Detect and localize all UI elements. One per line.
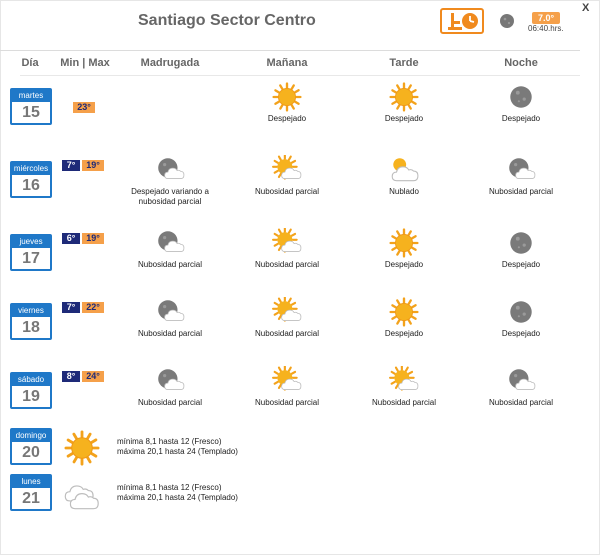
moon-icon: [506, 297, 536, 327]
header-rule: [20, 75, 580, 76]
max-temp-badge: 22°: [82, 302, 104, 313]
condition-label: Despejado: [384, 260, 424, 269]
current-time: 06:40.hrs.: [528, 24, 564, 33]
close-button[interactable]: X: [582, 2, 590, 14]
day-number: 15: [22, 104, 40, 121]
day-name: martes: [12, 90, 50, 102]
sun-icon: [389, 228, 419, 258]
condition-label: Despejado: [384, 114, 424, 123]
forecast-cell: [232, 82, 342, 124]
forecast-cell: [115, 366, 225, 408]
moon-cloud-icon: [155, 228, 185, 258]
day-card: [10, 161, 52, 198]
day-card: [10, 234, 52, 271]
day-number: 19: [22, 388, 40, 405]
day-name: viernes: [12, 305, 50, 317]
col-header-minmax: Min | Max: [60, 57, 110, 69]
condition-label: Nubosidad parcial: [137, 398, 203, 407]
day-card: [10, 372, 52, 409]
max-summary: máxima 20,1 hasta 24 (Templado): [117, 447, 238, 456]
day-name: lunes: [12, 476, 50, 488]
forecast-cell: [466, 228, 576, 270]
forecast-cell: [466, 297, 576, 339]
moon-cloud-icon: [155, 155, 185, 185]
condition-label: Nubosidad parcial: [254, 329, 320, 338]
sun-icon: [272, 82, 302, 112]
min-summary: mínima 8,1 hasta 12 (Fresco): [117, 483, 222, 492]
day-name: domingo: [12, 430, 50, 442]
max-temp-badge: 24°: [82, 371, 104, 382]
forecast-cell: [232, 228, 342, 270]
forecast-cell: [349, 228, 459, 270]
moon-cloud-icon: [155, 297, 185, 327]
condition-label: Nubosidad parcial: [488, 398, 554, 407]
forecast-cell: [232, 366, 342, 408]
sun-icon: [389, 82, 419, 112]
condition-label: Nubosidad parcial: [371, 398, 437, 407]
min-summary: mínima 8,1 hasta 12 (Fresco): [117, 437, 222, 446]
day-card: [10, 474, 52, 511]
col-header-madrugada: Madrugada: [140, 57, 200, 69]
condition-label: Despejado: [384, 329, 424, 338]
day-card: [10, 428, 52, 465]
condition-label: Despejado: [501, 329, 541, 338]
condition-label: Despejado: [267, 114, 307, 123]
forecast-cell: [466, 366, 576, 408]
sun-cloud-icon: [272, 366, 302, 396]
sun-icon: [389, 297, 419, 327]
sun-cloud-icon: [389, 366, 419, 396]
col-header-manana: Mañana: [266, 57, 308, 69]
condition-label: Nubosidad parcial: [254, 398, 320, 407]
col-header-tarde: Tarde: [389, 57, 419, 69]
sun-cloud-icon: [272, 155, 302, 185]
condition-label: Despejado: [501, 114, 541, 123]
forecast-cell: [466, 82, 576, 124]
max-temp-badge: 19°: [82, 233, 104, 244]
condition-label: Despejado: [501, 260, 541, 269]
max-temp-badge: 23°: [73, 102, 95, 113]
day-card: [10, 88, 52, 125]
day-name: jueves: [12, 236, 50, 248]
condition-label: Nubosidad parcial: [254, 260, 320, 269]
moon-cloud-icon: [506, 155, 536, 185]
condition-label: Nubosidad parcial: [137, 260, 203, 269]
min-temp-badge: 7°: [62, 160, 80, 171]
forecast-cell: [466, 155, 576, 197]
weather-station-icon[interactable]: [440, 8, 484, 34]
forecast-cell: [232, 155, 342, 197]
moon-icon: [506, 82, 536, 112]
forecast-cell: [115, 228, 225, 270]
moon-icon: [506, 228, 536, 258]
day-number: 16: [22, 177, 40, 194]
forecast-cell: [349, 155, 459, 197]
moon-cloud-icon: [506, 366, 536, 396]
day-number: 18: [22, 319, 40, 336]
max-temp-badge: 19°: [82, 160, 104, 171]
min-temp-badge: 7°: [62, 302, 80, 313]
max-summary: máxima 20,1 hasta 24 (Templado): [117, 493, 238, 502]
moon-cloud-icon: [155, 366, 185, 396]
sun-cloud-icon: [272, 228, 302, 258]
moon-icon: [498, 12, 516, 35]
header-divider: [0, 50, 580, 51]
col-header-noche: Noche: [504, 57, 538, 69]
day-card: [10, 303, 52, 340]
current-temp-badge: 7.0°: [532, 12, 560, 24]
page-title: Santiago Sector Centro: [138, 12, 316, 29]
condition-label: Nubosidad parcial: [488, 187, 554, 196]
sun-cloud-icon: [272, 297, 302, 327]
sun-icon: [64, 430, 100, 471]
forecast-cell: [349, 82, 459, 124]
day-name: sábado: [12, 374, 50, 386]
day-number: 20: [22, 444, 40, 461]
day-number: 21: [22, 490, 40, 507]
forecast-cell: [232, 297, 342, 339]
condition-label: Nubosidad parcial: [137, 329, 203, 338]
min-temp-badge: 8°: [62, 371, 80, 382]
condition-label: Despejado variando a nubosidad parcial: [131, 187, 209, 206]
cloudy-icon: [64, 476, 100, 517]
col-header-dia: Día: [21, 57, 39, 69]
condition-label: Nublado: [389, 187, 419, 196]
forecast-cell: [349, 366, 459, 408]
condition-label: Nubosidad parcial: [254, 187, 320, 196]
day-name: miércoles: [13, 164, 49, 173]
forecast-cell: [115, 155, 225, 207]
forecast-cell: [349, 297, 459, 339]
day-number: 17: [22, 250, 40, 267]
forecast-cell: [115, 297, 225, 339]
cloudy-icon: [389, 155, 419, 185]
min-temp-badge: 6°: [62, 233, 80, 244]
